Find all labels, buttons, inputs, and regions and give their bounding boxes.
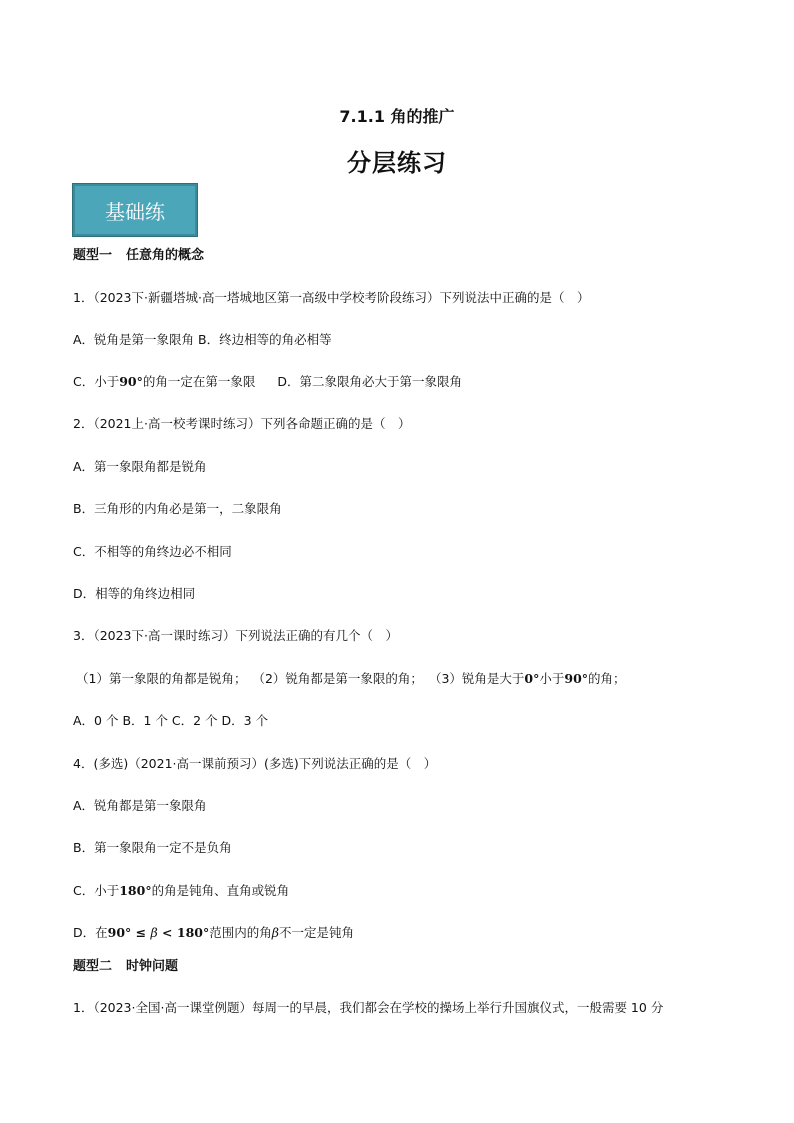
statement-row (76, 669, 626, 687)
section-label: 题型一 (73, 248, 113, 263)
statement-3-mid: 小于 (539, 671, 565, 686)
question-stem: 1．（2023·全国·高一课堂例题）每周一的早晨，我们都会在学校的操场上举行升国旗仪式，一般需要 10 分 (73, 1000, 664, 1015)
option-c: C．不相等的角终边必不相同 (73, 544, 232, 559)
option-b: B．三角形的内角必是第一，二象限角 (73, 501, 282, 516)
statement-2: （2）锐角都是第一象限的角； (252, 671, 423, 686)
option-row: A．0 个 B．1 个 C．2 个 D．3 个 (73, 713, 269, 728)
option-d: D．第二象限角必大于第一象限角 (277, 374, 463, 389)
page-subtitle: 分层练习 (347, 149, 447, 177)
question-stem: 4．(多选)（2021·高一课前预习）(多选)下列说法正确的是（ ） (73, 756, 437, 771)
section-title: 任意角的概念 (126, 248, 205, 263)
option-a: A．第一象限角都是锐角 (73, 459, 207, 474)
statement-3-suffix: 的角； (588, 671, 626, 686)
level-badge: 基础练 (72, 183, 198, 237)
option-d-suffix: 不一定是钝角 (278, 925, 354, 940)
math-value: 90° (119, 374, 143, 389)
section-title: 时钟问题 (126, 959, 179, 974)
option-d: D．相等的角终边相同 (73, 586, 196, 601)
question-stem: 1．（2023下·新疆塔城·高一塔城地区第一高级中学校考阶段练习）下列说法中正确的是（ ） (73, 290, 590, 305)
statement-3-prefix: （3）锐角是大于 (428, 671, 525, 686)
option-c-suffix: 的角一定在第一象限 (142, 374, 256, 389)
option-d (73, 923, 354, 941)
math-value: 180° (119, 883, 152, 898)
section-heading-1 (73, 244, 204, 263)
option-c-prefix: C．小于 (73, 883, 120, 898)
math-inequality-left: 90° ≤ (107, 925, 151, 940)
question-stem: 3．（2023下·高一课时练习）下列说法正确的有几个（ ） (73, 628, 398, 643)
lesson-title: 7.1.1 角的推广 (339, 107, 455, 126)
statement-1: （1）第一象限的角都是锐角； (76, 671, 247, 686)
option-a: A．锐角都是第一象限角 (73, 798, 207, 813)
question-stem: 2．（2021上·高一校考课时练习）下列各命题正确的是（ ） (73, 416, 411, 431)
option-c-suffix: 的角是钝角、直角或锐角 (151, 883, 290, 898)
math-symbol-beta: β (150, 925, 158, 940)
option-row: A．锐角是第一象限角 B．终边相等的角必相等 (73, 332, 332, 347)
option-c (73, 881, 289, 899)
option-c-prefix: C．小于 (73, 374, 120, 389)
section-heading-2 (73, 955, 178, 974)
option-d-prefix: D．在 (73, 925, 108, 940)
math-value: 90° (564, 671, 589, 686)
math-inequality-right: < 180° (157, 925, 210, 940)
section-label: 题型二 (73, 959, 113, 974)
option-row (73, 372, 462, 390)
option-d-mid: 范围内的角 (209, 925, 272, 940)
math-symbol-beta: β (271, 925, 279, 940)
option-b: B．第一象限角一定不是负角 (73, 840, 232, 855)
math-value: 0° (524, 671, 540, 686)
